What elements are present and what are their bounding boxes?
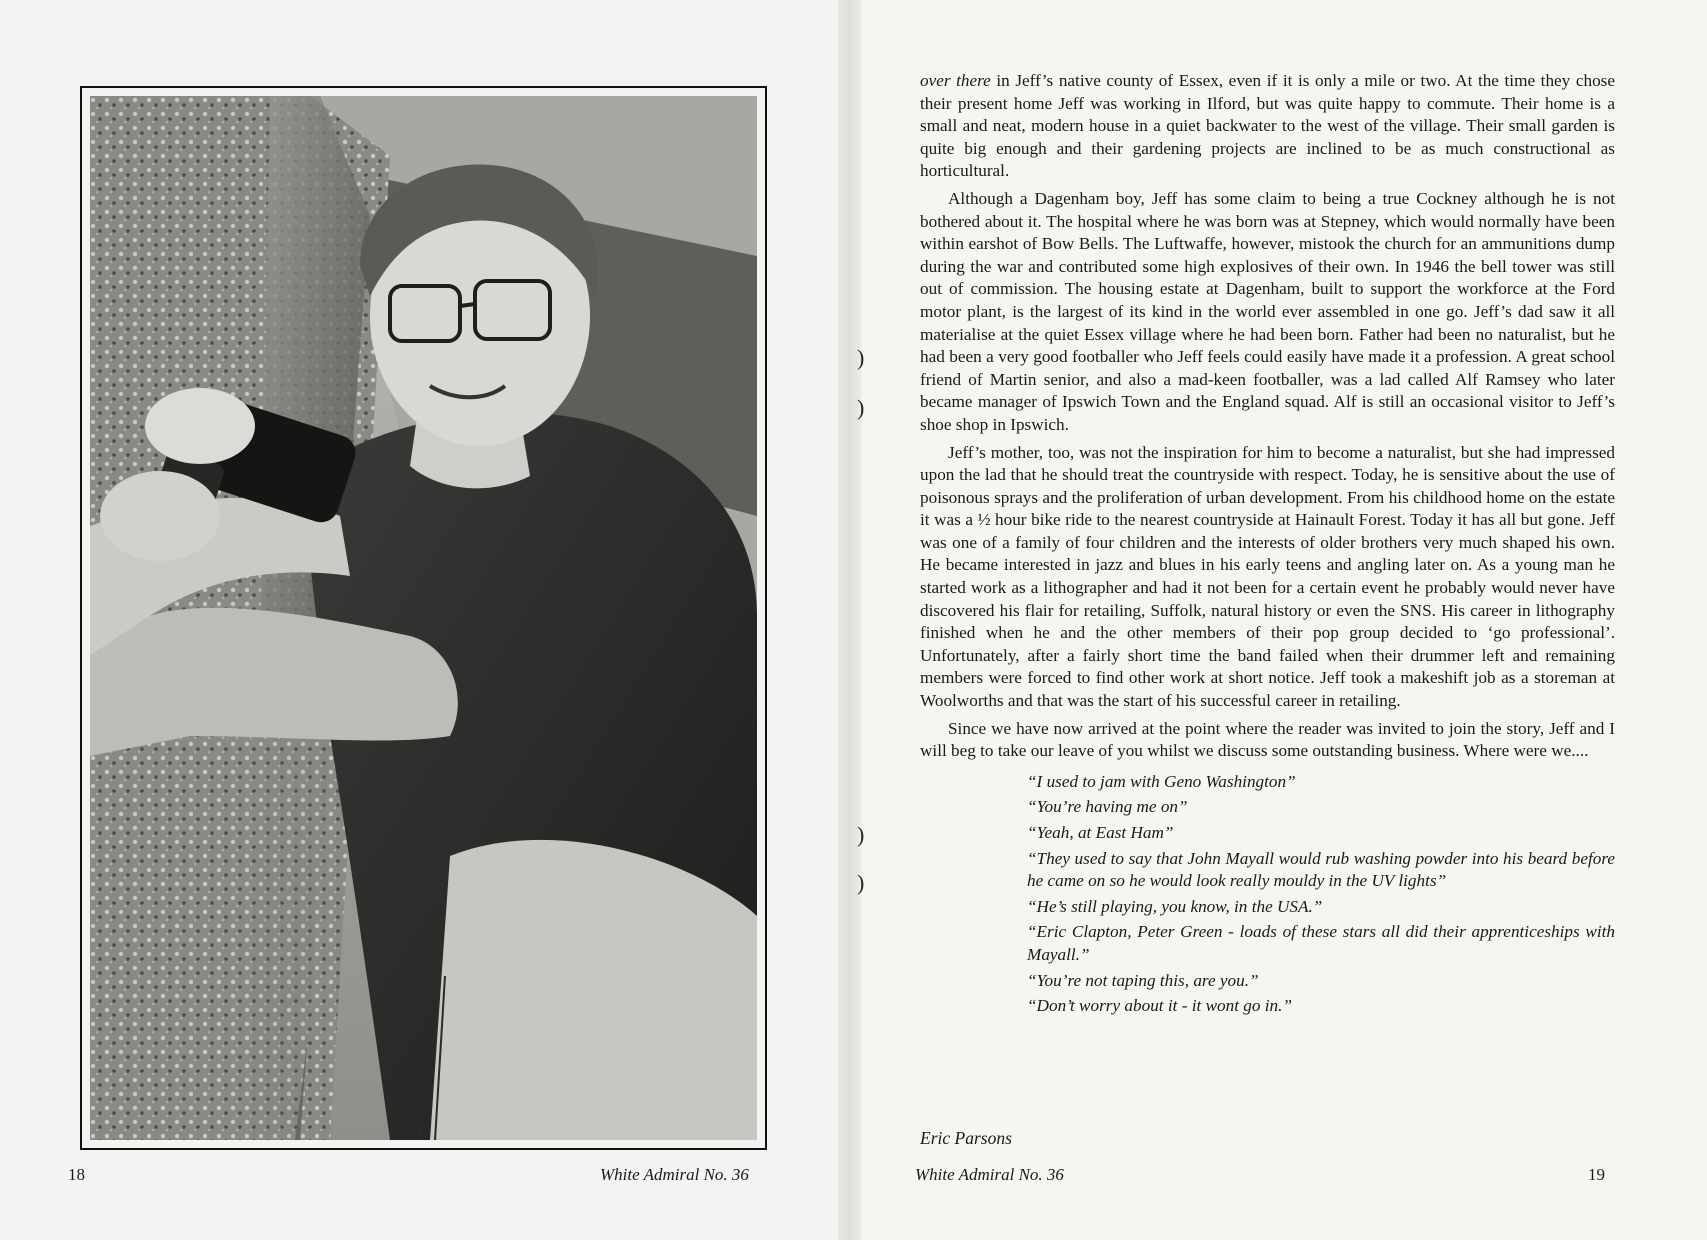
dialog-line: “I used to jam with Geno Washington” [1027,771,1296,791]
dialog-line: “They used to say that John Mayall would rub washing powder into his beard before he came on so he would look really mouldy in the UV lights” [1027,848,1615,891]
dialog-block [920,771,1615,1018]
right-page-number: 19 [1588,1165,1605,1184]
left-page-number: 18 [68,1165,85,1184]
left-page [0,0,850,1240]
gutter-mark: ) [857,395,865,420]
dialog-line: “You’re not taping this, are you.” [1027,970,1259,990]
dialog-line: “You’re having me on” [1027,797,1188,817]
author-signature: Eric Parsons [920,1128,1012,1148]
photo-frame [80,86,767,1150]
gutter-mark: ) [857,822,865,847]
dialog-line: “Don’t worry about it - it wont go in.” [1027,996,1293,1016]
paragraph: Since we have now arrived at the point where the reader was invited to join the story, Jeff and I will beg to take our leave of you whilst we discuss some outstanding business. Where were we.... [920,718,1615,761]
photograph-man-with-binoculars-icon [90,96,757,1140]
right-running-title: White Admiral No. 36 [915,1165,1064,1184]
paragraph: Although a Dagenham boy, Jeff has some claim to being a true Cockney although he is not bothered about it. The hospital where he was born was at Stepney, which would normally have been within earshot of Bow Bells. The Luftwaffe, however, mistook the church for an ammunitions dump during the war and contributed some high explosives of their own. In 1946 the bell tower was still out of commission. The housing estate at Dagenham, built to support the workforce at the Ford motor plant, is the largest of its kind in the world ever assembled in one go. Jeff’s dad saw it all materialise at the quiet Essex village where he had been born. Father had been no naturalist, but he had been a very good footballer who Jeff feels could easily have made it a profession. A great school friend of Martin senior, and also a mad-keen footballer, was a lad called Alf Ramsey who later became manager of Ipswich Town and the England squad. Alf is still an occasional visitor to Jeff’s shoe shop in Ipswich. [920,188,1615,434]
gutter [838,0,865,1240]
gutter-mark: ) [857,345,865,370]
photograph [90,96,757,1140]
paragraph-text: in Jeff’s native county of Essex, even if it is only a mile or two. At the time they chose their present home Jeff was working in Ilford, but was quite happy to commute. Their home is a small and neat, modern house in a quiet backwater to the west of the village. Their small garden is quite big enough and their gardening projects are inclined to be as much constructional as horticultural. [920,71,1615,181]
gutter-mark: ) [857,870,865,895]
dialog-line: “Yeah, at East Ham” [1027,823,1174,842]
italic-phrase: over there [920,71,991,90]
dialog-line: “Eric Clapton, Peter Green - loads of these stars all did their apprenticeships with Mayall.” [1027,922,1615,964]
paragraph [920,70,1615,183]
paragraph: Jeff’s mother, too, was not the inspiration for him to become a naturalist, but she had impressed upon the lad that he should treat the countryside with respect. Today, he is sensitive about the use of poisonous sprays and the proliferation of urban development. From his childhood home on the estate it was a ½ hour bike ride to the nearest countryside at Hainault Forest. Today it has all but gone. Jeff was one of a family of four children and the interests of older brothers very much shaped his own. He became interested in jazz and blues in his early teens and angling later on. As a young man he started work as a lithographer and had it not been for a certain event he probably would never have discovered his flair for retailing, Suffolk, natural history or even the SNS. His career in lithography finished when he and the other members of their pop group decided to ‘go professional’. Unfortunately, after a fairly short time the band failed when their drummer left and remaining members were forced to find other work at short notice. Jeff took a makeshift job as a storeman at Woolworths and that was the start of his successful career in retailing. [920,442,1615,711]
article-body [920,70,1615,1021]
dialog-line: “He’s still playing, you know, in the USA.” [1027,896,1323,916]
left-running-title: White Admiral No. 36 [600,1165,749,1184]
